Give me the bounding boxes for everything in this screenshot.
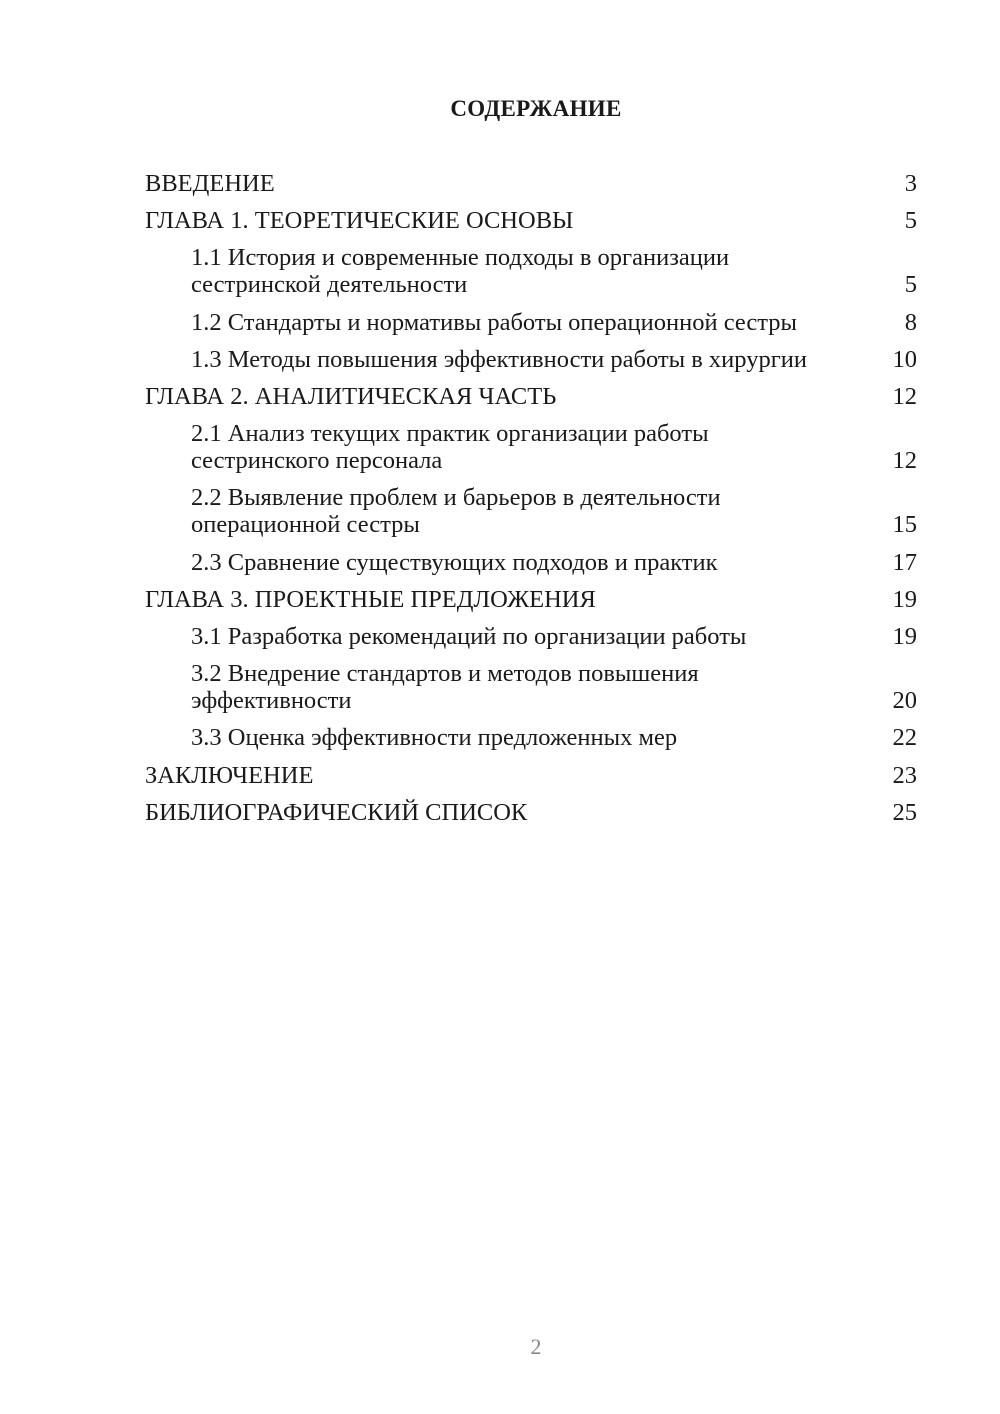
toc-entry-page: 12 bbox=[892, 447, 917, 475]
toc-entry-page: 23 bbox=[892, 761, 917, 789]
toc-entry-page: 12 bbox=[892, 383, 917, 410]
toc-entry-text: ГЛАВА 2. АНАЛИТИЧЕСКАЯ ЧАСТЬ bbox=[145, 383, 557, 410]
toc-entry-page: 15 bbox=[892, 511, 917, 539]
toc-entry-text: 3.1 Разработка рекомендаций по организации работы bbox=[191, 623, 747, 650]
toc-entry-text: 3.2 Внедрение стандартов и методов повышения bbox=[191, 660, 699, 688]
toc-entry-text: операционной сестры bbox=[191, 511, 420, 539]
toc-entry-text: 1.1 История и современные подходы в организации bbox=[191, 244, 730, 272]
toc-entry-text: сестринской деятельности bbox=[191, 271, 468, 299]
toc-entry-page: 8 bbox=[904, 308, 917, 336]
toc-entry-text: 2.1 Анализ текущих практик организации работы bbox=[191, 420, 709, 448]
toc-entry-text: 2.2 Выявление проблем и барьеров в деятельности bbox=[191, 484, 721, 512]
page-number: 2 bbox=[530, 1334, 542, 1359]
toc-entry-text: ЗАКЛЮЧЕНИЕ bbox=[145, 761, 314, 789]
toc-entry-page: 10 bbox=[892, 345, 917, 373]
toc-entry-text: ГЛАВА 3. ПРОЕКТНЫЕ ПРЕДЛОЖЕНИЯ bbox=[145, 585, 596, 613]
toc-entry-page: 19 bbox=[892, 585, 917, 613]
toc-entry-page: 20 bbox=[892, 687, 917, 715]
toc-entry-text: эффективности bbox=[191, 687, 352, 715]
toc-title: СОДЕРЖАНИЕ bbox=[450, 96, 622, 121]
toc-entry-page: 3 bbox=[904, 170, 917, 197]
toc-entry-text: 1.3 Методы повышения эффективности работы в хирургии bbox=[191, 345, 807, 373]
toc-entry-page: 5 bbox=[904, 271, 917, 299]
toc-entry-page: 22 bbox=[892, 724, 917, 752]
toc-entry-page: 19 bbox=[892, 623, 917, 650]
toc-entry-page: 5 bbox=[904, 207, 917, 235]
toc-entry-page: 17 bbox=[892, 548, 917, 576]
toc-entry-text: ВВЕДЕНИЕ bbox=[145, 170, 275, 197]
toc-entry-text: 1.2 Стандарты и нормативы работы операционной сестры bbox=[191, 308, 797, 336]
toc-entry-text: БИБЛИОГРАФИЧЕСКИЙ СПИСОК bbox=[145, 798, 528, 826]
toc-entry-text: 2.3 Сравнение существующих подходов и практик bbox=[191, 548, 718, 576]
toc-entry-text: ГЛАВА 1. ТЕОРЕТИЧЕСКИЕ ОСНОВЫ bbox=[145, 207, 574, 235]
toc-entry-page: 25 bbox=[892, 798, 917, 826]
toc-entry-text: 3.3 Оценка эффективности предложенных мер bbox=[191, 724, 678, 752]
toc-entry-text: сестринского персонала bbox=[191, 447, 443, 475]
